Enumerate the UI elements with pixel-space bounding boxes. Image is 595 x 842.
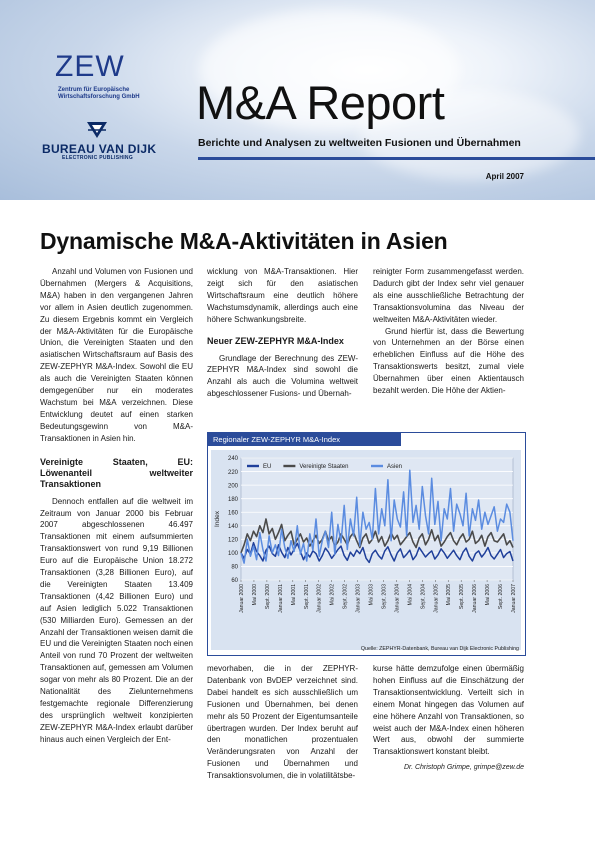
zew-logo-subtitle: Zentrum für Europäische Wirtschaftsforschung GmbH bbox=[58, 87, 140, 100]
column-3-top bbox=[373, 266, 524, 397]
y-tick-label: 200 bbox=[227, 483, 238, 490]
report-subtitle: Berichte und Analysen zu weltweiten Fusionen und Übernahmen bbox=[198, 137, 521, 149]
zew-logo: ZEW bbox=[55, 50, 125, 83]
x-tick-label: Januar 2002 bbox=[316, 584, 323, 613]
paragraph: reinigter Form zusammengefasst werden. Dadurch gibt der Index sehr viel genauer als eine ausschließliche Betrachtung der Transaktionsvolumina das Niveau der weltweiten M&A-Aktivitäten wieder. bbox=[373, 267, 524, 324]
x-tick-label: Sept. 2006 bbox=[498, 584, 505, 610]
header-rule bbox=[198, 157, 595, 160]
paragraph: Anzahl und Volumen von Fusionen und Übernahmen (Mergers & Acquisitions, M&A) haben in den vergangenen Jahren vor allem in Asien deutlich zugenommen. Zu diesem Ergebnis kommt ein Vergleich der M&A-Aktivitäten für die Europäische Union, die Vereinigten Staaten und den asiatischen Wirtschaftsraum auf Basis des ZEW-ZEPHYR M&A-Index. Sowohl die EU als auch die Vereinigten Staaten können demgegenüber nur ein moderates Wachstum bei M&A verzeichnen. Diese Entwicklung deutet auf einen starken Bedeutungsgewinn von M&A-Transaktionen in Asien hin. bbox=[40, 267, 193, 443]
x-tick-label: Sept. 2001 bbox=[303, 584, 310, 610]
paragraph: Dennoch entfallen auf die weltweit im Zeitraum von Januar 2000 bis Februar 2007 abgeschlossenen 46.497 Transaktionen mit einem aufsummierten Transaktionswert von rund 9,19 Billionen Euro auf die Europäische Union 18.272 Transaktionen (3,28 Billionen Euro), auf die Vereinigten Staaten 13.409 Transaktionen (4,42 Billionen Euro) und auf Asien lediglich 5.022 Transaktionen (530 Milliarden Euro). Gemessen an der Anzahl der Transaktionen weisen damit die EU und die Vereinigten Staaten noch einen Anteil von rund 70 Prozent der weltweiten Transaktionen auf, gemessen am Volumen sogar von mehr als 80 Prozent. Die an der Nationalität des Zielunternehmens festgemachte regionale Differenzierung des ursprünglich weltweit konzipierten ZEW-ZEPHYR M&A-Index erlaubt darüber hinaus auch einen Vergleich der Ent- bbox=[40, 496, 194, 744]
chart-title: Regionaler ZEW-ZEPHYR M&A-Index bbox=[208, 433, 401, 446]
y-tick-label: 160 bbox=[227, 510, 238, 517]
x-tick-label: Sept. 2005 bbox=[459, 584, 466, 610]
legend-label: EU bbox=[263, 464, 272, 471]
chart-plot-area bbox=[211, 450, 521, 650]
x-tick-label: Januar 2005 bbox=[433, 584, 440, 613]
x-tick-label: Sept. 2004 bbox=[420, 584, 427, 610]
y-tick-label: 120 bbox=[227, 537, 238, 544]
paragraph: wicklung von M&A-Transaktionen. Hier zeigt sich für den asiatischen Wirtschaftsraum eine deutlich höhere Wachstumsdynamik, allerdings auch eine höhere Schwankungsbreite. bbox=[207, 267, 358, 324]
y-tick-label: 60 bbox=[231, 578, 238, 585]
report-title: M&A Report bbox=[196, 76, 445, 129]
x-tick-label: Mai 2000 bbox=[251, 584, 258, 606]
column-3-bottom bbox=[373, 663, 524, 774]
legend-label: Asien bbox=[387, 464, 403, 471]
x-tick-label: Januar 2000 bbox=[239, 584, 245, 613]
x-tick-label: Sept. 2000 bbox=[264, 584, 271, 610]
x-tick-label: Mai 2006 bbox=[485, 584, 492, 606]
index-chart bbox=[207, 432, 526, 656]
x-tick-label: Januar 2006 bbox=[472, 584, 479, 613]
x-tick-label: Januar 2004 bbox=[394, 584, 401, 613]
column-2-top bbox=[207, 266, 358, 400]
y-tick-label: 240 bbox=[227, 456, 238, 463]
column-2-bottom bbox=[207, 663, 358, 782]
issue-date: April 2007 bbox=[485, 172, 524, 181]
chart-svg bbox=[211, 450, 521, 650]
x-tick-label: Januar 2007 bbox=[511, 584, 517, 613]
author-line: Dr. Christoph Grimpe, grimpe@zew.de bbox=[403, 764, 524, 772]
y-tick-label: 180 bbox=[227, 496, 238, 503]
x-tick-label: Sept. 2003 bbox=[381, 584, 388, 610]
x-tick-label: Mai 2002 bbox=[329, 584, 336, 606]
x-tick-label: Mai 2001 bbox=[290, 584, 297, 606]
paragraph: kurse hätte demzufolge einen übermäßig hohen Einfluss auf die Einschätzung der Transaktionsentwicklung. Verteilt sich in einem Monat hingegen das Volumen auf eine höhere Anzahl von Transaktionen, so weist auch der M&A-Index einen höheren Wert aus, obwohl der summierte Transaktionswert konstant bleibt. bbox=[373, 664, 524, 757]
paragraph: Grund hierfür ist, dass die Bewertung von Unternehmen an der Börse einen erheblichen Einfluss auf die Höhe des Transaktionswerts besitzt, zumal viele Übernahmen über einen Aktientausch bezahlt werden. Die Höhe der Aktien- bbox=[373, 326, 524, 396]
y-tick-label: 140 bbox=[227, 523, 238, 530]
chart-source: Quelle: ZEPHYR-Datenbank, Bureau van Dijk Electronic Publishing bbox=[360, 646, 519, 652]
legend-label: Vereinigte Staaten bbox=[299, 464, 349, 471]
paragraph: mevorhaben, die in der ZEPHYR-Datenbank von BvDEP verzeichnet sind. Dabei handelt es sich ausschließlich um Fusionen und Übernahmen, bei denen mehr als 50 Prozent der Eigentumsanteile übertragen wurden. Der Index beruht auf den monatlichen prozentualen Veränderungsraten von Anzahl der Fusionen und Übernahmen und Transaktionsvolumen, die in volatilitätsbe- bbox=[207, 664, 358, 781]
x-tick-label: Mai 2003 bbox=[368, 584, 375, 606]
x-tick-label: Januar 2001 bbox=[277, 584, 284, 613]
section-heading: Vereinigte Staaten, EU: Löwenanteil weltweiter Transaktionen bbox=[40, 456, 193, 489]
bvd-logo-icon bbox=[85, 120, 109, 140]
y-tick-label: 100 bbox=[227, 551, 238, 558]
article-headline: Dynamische M&A-Aktivitäten in Asien bbox=[40, 228, 448, 254]
x-tick-label: Sept. 2002 bbox=[342, 584, 349, 610]
bvd-logo-text: BUREAU VAN DIJK bbox=[42, 142, 157, 156]
y-tick-label: 220 bbox=[227, 469, 238, 476]
y-axis-label: Index bbox=[214, 511, 221, 527]
x-tick-label: Mai 2005 bbox=[446, 584, 453, 606]
y-tick-label: 80 bbox=[231, 564, 238, 571]
bvd-logo-subtitle: ELECTRONIC PUBLISHING bbox=[62, 155, 134, 161]
paragraph: Grundlage der Berechnung des ZEW-ZEPHYR M&A-Index sind sowohl die Anzahl als auch die Volumina weltweit abgeschlossener Fusions- und Übernah- bbox=[207, 353, 358, 399]
x-tick-label: Mai 2004 bbox=[407, 584, 414, 606]
column-1 bbox=[40, 266, 193, 746]
section-heading: Neuer ZEW-ZEPHYR M&A-Index bbox=[207, 335, 344, 346]
x-tick-label: Januar 2003 bbox=[355, 584, 362, 613]
